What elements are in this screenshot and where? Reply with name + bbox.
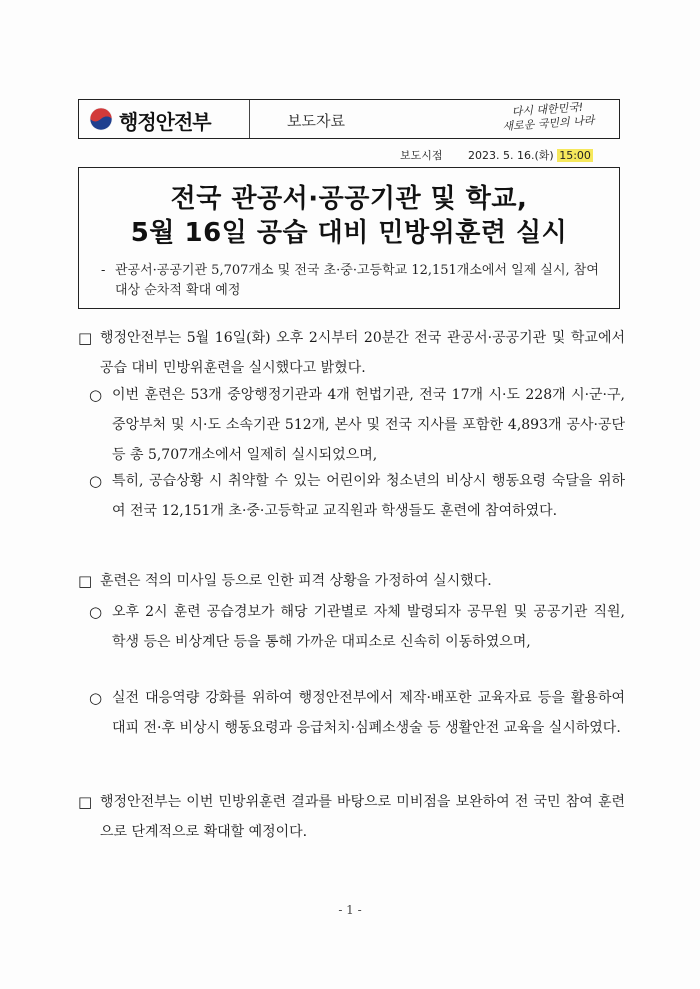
slogan-line-1: 다시 대한민국! bbox=[511, 100, 584, 119]
circle-bullet: ○ bbox=[89, 603, 103, 621]
ministry-name: 행정안전부 bbox=[119, 110, 211, 134]
section-3-lead: 행정안전부는 이번 민방위훈련 결과를 바탕으로 미비점을 보완하여 전 국민 참여 훈련으로 단계적으로 확대할 예정이다. bbox=[100, 794, 625, 840]
square-bullet: □ bbox=[78, 329, 93, 347]
title-box bbox=[78, 167, 620, 309]
circle-bullet: ○ bbox=[89, 689, 103, 707]
section-2-bullet-1: 오후 2시 훈련 공습경보가 해당 기관별로 자체 발령되자 공무원 및 공공기관 직원, 학생 등은 비상계단 등을 통해 가까운 대피소로 신속히 이동하였으며, bbox=[112, 604, 625, 650]
circle-bullet: ○ bbox=[89, 472, 103, 490]
section-1-bullet-1: 이번 훈련은 53개 중앙행정기관과 4개 헌법기관, 전국 17개 시·도 228개 시·군·구, 중앙부처 및 시·도 소속기관 512개, 본사 및 전국 지사를 포함한 4,893개 공사·공단 등 총 5,707개소에서 일제히 실시되었으며, bbox=[112, 387, 625, 463]
release-time: 15:00 bbox=[559, 149, 591, 162]
release-label: 보도시점 bbox=[400, 149, 443, 162]
section-1-lead: 행정안전부는 5월 16일(화) 오후 2시부터 20분간 전국 관공서·공공기관 및 학교에서 공습 대비 민방위훈련을 실시했다고 밝혔다. bbox=[100, 330, 625, 376]
release-time-row bbox=[400, 147, 593, 163]
subheadline-dash: - bbox=[101, 263, 106, 278]
circle-bullet: ○ bbox=[89, 386, 103, 404]
header-divider bbox=[249, 100, 250, 138]
subheadline-text: 관공서·공공기관 5,707개소 및 전국 초·중·고등학교 12,151개소에서 일제 실시, 참여 대상 순차적 확대 예정 bbox=[115, 263, 599, 298]
section-2-bullet-2: 실전 대응역량 강화를 위하여 행정안전부에서 제작·배포한 교육자료 등을 활용하여 대피 전·후 비상시 행동요령과 응급처치·심폐소생술 등 생활안전 교육을 실시하였다. bbox=[112, 690, 625, 736]
headline-line-1: 전국 관공서·공공기관 및 학교, bbox=[170, 184, 528, 214]
government-emblem-icon bbox=[89, 107, 113, 131]
slogan-line-2: 새로운 국민의 나라 bbox=[502, 113, 595, 134]
press-release-header bbox=[78, 99, 620, 139]
section-2-lead: 훈련은 적의 미사일 등으로 인한 피격 상황을 가정하여 실시했다. bbox=[100, 573, 492, 589]
headline bbox=[79, 182, 619, 250]
subheadline bbox=[97, 261, 609, 301]
square-bullet: □ bbox=[78, 572, 93, 590]
document-type: 보도자료 bbox=[287, 112, 345, 130]
square-bullet: □ bbox=[78, 793, 93, 811]
slogan bbox=[484, 99, 612, 136]
section-1-bullet-2: 특히, 공습상황 시 취약할 수 있는 어린이와 청소년의 비상시 행동요령 숙달을 위하여 전국 12,151개 초·중·고등학교 교직원과 학생들도 훈련에 참여하였다. bbox=[112, 473, 625, 519]
page-number: - 1 - bbox=[338, 903, 362, 917]
release-date: 2023. 5. 16.(화) bbox=[468, 149, 554, 162]
headline-line-2: 5월 16일 공습 대비 민방위훈련 실시 bbox=[130, 218, 568, 248]
